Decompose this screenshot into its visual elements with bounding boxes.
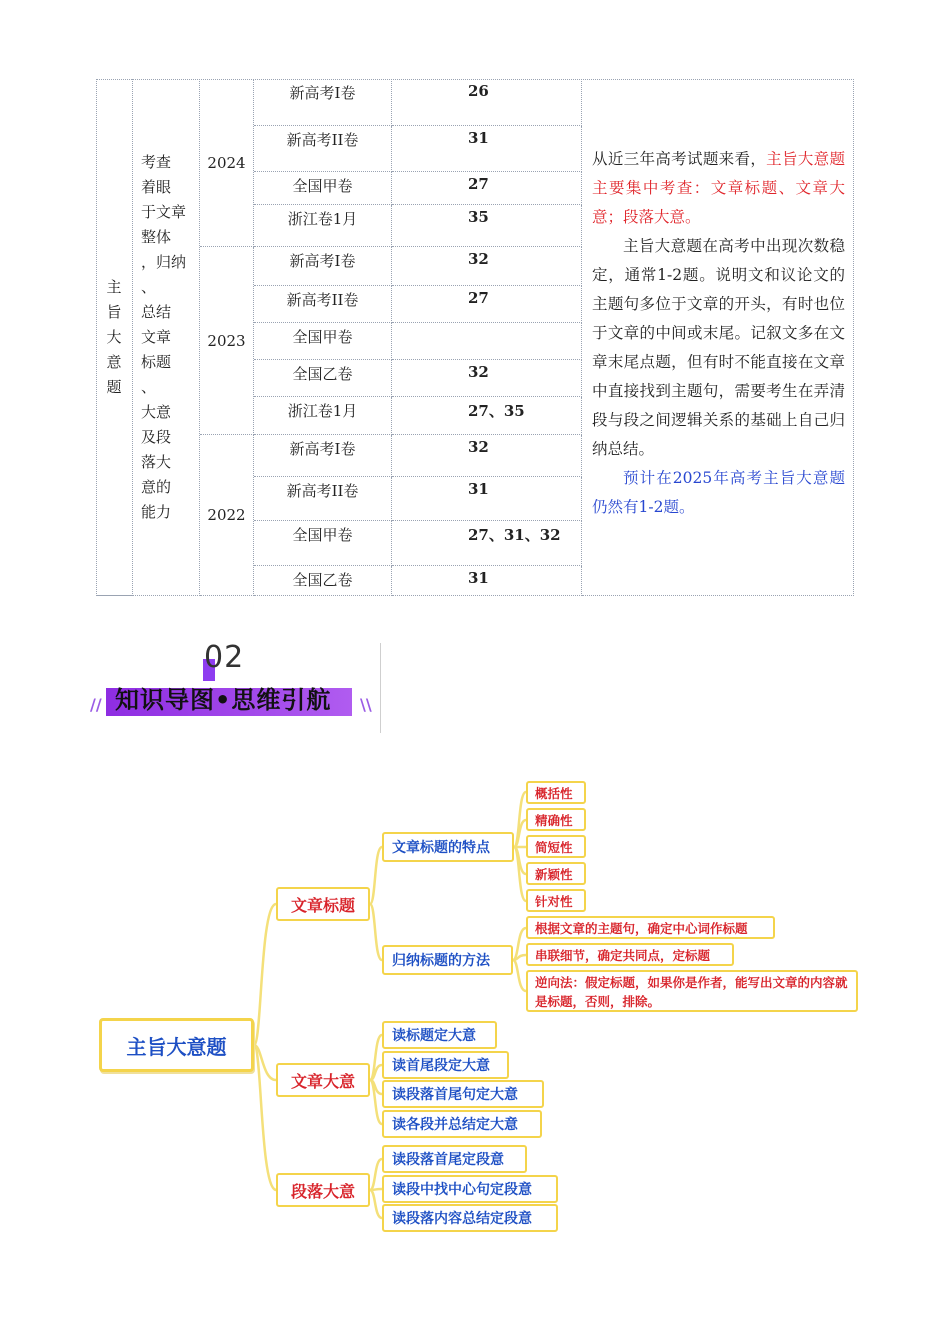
paper-cell: 新高考Ⅰ卷	[254, 79, 392, 126]
question-cell: 27	[392, 286, 582, 323]
paper-cell: 全国乙卷	[254, 566, 392, 596]
connector	[513, 928, 526, 960]
exam-table	[96, 79, 854, 596]
question-cell: 35	[392, 205, 582, 247]
method-item: 根据文章的主题句，确定中心词作标题	[526, 916, 775, 939]
ability-line: 考查	[141, 152, 172, 171]
paper-cell: 全国甲卷	[254, 521, 392, 566]
branch-article-title: 文章标题	[276, 887, 370, 921]
feature-item: 新颖性	[526, 862, 586, 885]
connector	[370, 1065, 382, 1080]
feature-item: 简短性	[526, 835, 586, 858]
connector	[370, 1035, 382, 1080]
feature-item: 精确性	[526, 808, 586, 831]
feature-item: 针对性	[526, 889, 586, 912]
ability-line: 、	[141, 377, 157, 396]
paper-cell: 全国甲卷	[254, 323, 392, 360]
paper-cell: 新高考II卷	[254, 477, 392, 521]
connector	[513, 960, 526, 991]
connector	[254, 1045, 276, 1080]
category-char: 题	[106, 377, 122, 396]
section-number: 02	[204, 640, 245, 675]
paper-cell: 全国甲卷	[254, 172, 392, 205]
ability-line: 意的	[141, 477, 172, 496]
category-char: 大	[106, 327, 122, 346]
question-cell: 31	[392, 566, 582, 596]
paragraph-idea-item: 读段落首尾定段意	[382, 1145, 527, 1173]
connector	[370, 1190, 382, 1218]
feature-item: 概括性	[526, 781, 586, 804]
mindmap-root: 主旨大意题	[99, 1018, 254, 1072]
connector	[370, 1159, 382, 1190]
title-features-node: 文章标题的特点	[382, 832, 514, 862]
analysis-paragraph-2: 主旨大意题在高考中出现次数稳定，通常1-2题。说明文和议论文的主题句多位于文章的开头，有时也位于文章的中间或末尾。记叙文多在文章末尾点题，但有时不能直接在文章中直接找到主题句，需要考生在弄清段与段之间逻辑关系的基础上自己归纳总结。	[592, 237, 845, 458]
question-cell: 32	[392, 435, 582, 477]
main-idea-item: 读各段并总结定大意	[382, 1110, 542, 1138]
analysis-paragraph-3: 预计在2025年高考主旨大意题仍然有1-2题。	[592, 469, 845, 516]
category-char: 旨	[106, 302, 122, 321]
question-cell: 32	[392, 360, 582, 397]
ability-line: ，归纳	[141, 252, 187, 271]
ability-line: 、	[141, 277, 157, 296]
connector	[254, 1045, 276, 1190]
ability-cell	[133, 79, 200, 596]
method-item: 串联细节，确定共同点，定标题	[526, 943, 734, 966]
question-cell: 27	[392, 172, 582, 205]
connector	[514, 847, 526, 874]
title-methods-node: 归纳标题的方法	[382, 945, 513, 975]
ability-line: 于文章	[141, 202, 187, 221]
paper-cell: 浙江卷1月	[254, 397, 392, 435]
connector	[514, 792, 526, 847]
paper-cell: 新高考Ⅰ卷	[254, 247, 392, 286]
branch-article-main-idea: 文章大意	[276, 1063, 370, 1097]
branch-paragraph-main-idea: 段落大意	[276, 1173, 370, 1207]
section-divider	[380, 643, 381, 733]
question-cell: 32	[392, 247, 582, 286]
question-cell	[392, 323, 582, 360]
paragraph-idea-item: 读段落内容总结定段意	[382, 1204, 558, 1232]
connector	[370, 904, 382, 960]
year-cell-2023: 2023	[200, 247, 254, 435]
connector	[513, 955, 526, 960]
question-cell: 27、31、32	[392, 521, 582, 566]
category-char: 意	[106, 352, 122, 371]
connector	[370, 847, 382, 904]
connector	[370, 1080, 382, 1094]
ability-line: 大意	[141, 402, 172, 421]
analysis-paragraph-1: 从近三年高考试题来看，主旨大意题主要集中考查：文章标题、文章大意；段落大意。	[592, 150, 845, 226]
paper-cell: 新高考Ⅰ卷	[254, 435, 392, 477]
analysis-cell	[582, 79, 854, 596]
year-cell-2024: 2024	[200, 79, 254, 247]
ability-line: 文章	[141, 327, 172, 346]
connector	[370, 1080, 382, 1124]
category-char: 主	[106, 277, 122, 296]
ability-line: 能力	[141, 502, 172, 521]
paper-cell: 浙江卷1月	[254, 205, 392, 247]
paper-cell: 新高考II卷	[254, 126, 392, 172]
ability-line: 总结	[141, 302, 172, 321]
ability-line: 整体	[141, 227, 172, 246]
connector	[514, 820, 526, 847]
slash-right-icon: \\	[360, 695, 372, 714]
method-item: 逆向法：假定标题，如果你是作者，能写出文章的内容就是标题，否则，排除。	[526, 970, 858, 1012]
paper-cell: 新高考II卷	[254, 286, 392, 323]
connector	[514, 847, 526, 901]
year-cell-2022: 2022	[200, 435, 254, 596]
question-cell: 31	[392, 477, 582, 521]
question-cell: 27、35	[392, 397, 582, 435]
paragraph-idea-item: 读段中找中心句定段意	[382, 1175, 558, 1203]
section-header	[90, 640, 382, 735]
category-cell	[96, 79, 133, 596]
ability-line: 着眼	[141, 177, 172, 196]
ability-line: 落大	[141, 452, 172, 471]
connector	[254, 904, 276, 1045]
ability-line: 标题	[141, 352, 172, 371]
connector	[370, 1189, 382, 1190]
question-cell: 26	[392, 79, 582, 126]
main-idea-item: 读标题定大意	[382, 1021, 497, 1049]
main-idea-item: 读首尾段定大意	[382, 1051, 509, 1079]
question-cell: 31	[392, 126, 582, 172]
slash-left-icon: //	[90, 695, 102, 714]
section-title: 知识导图•思维引航	[115, 686, 332, 714]
ability-line: 及段	[141, 427, 172, 446]
paper-cell: 全国乙卷	[254, 360, 392, 397]
main-idea-item: 读段落首尾句定大意	[382, 1080, 544, 1108]
